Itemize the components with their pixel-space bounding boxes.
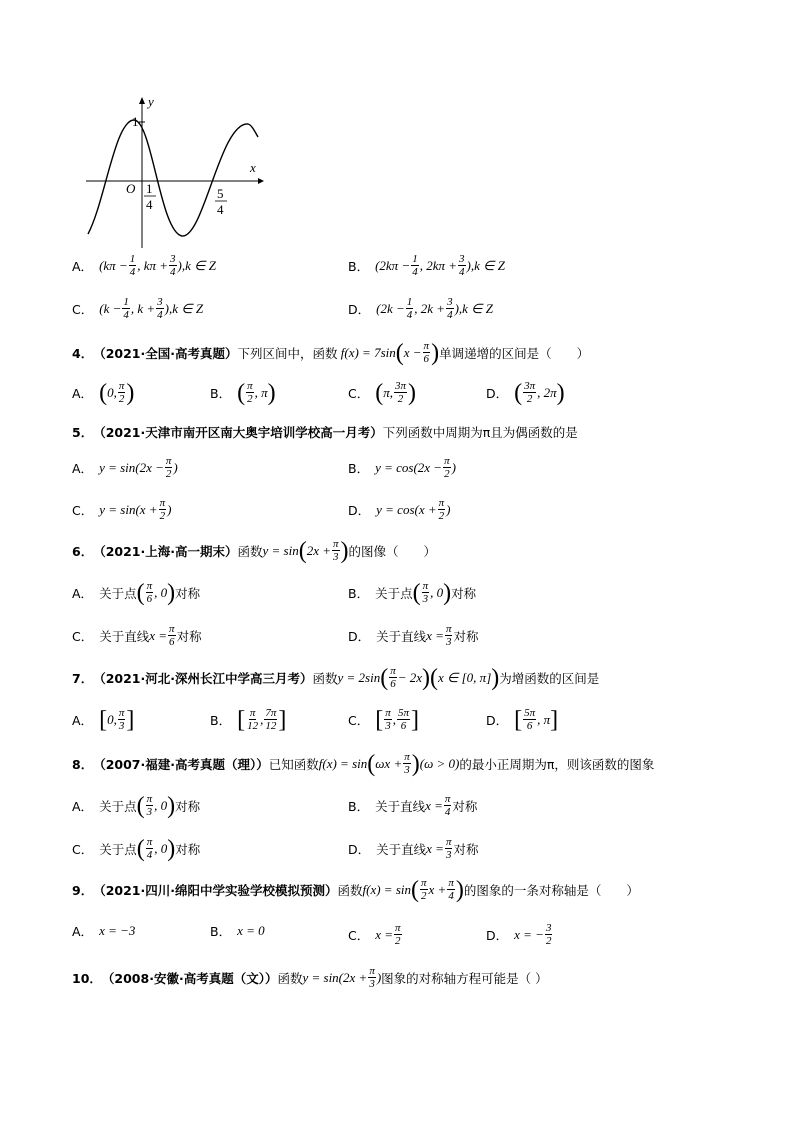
q5-option-b[interactable]: B． y = cos(2x − $\frac{\pi}{2}$ ) bbox=[348, 455, 456, 480]
q7-stem: 7． （2021·河北·深州长江中学高三月考） 函数 y = 2sin ( $\frac{\pi}{6}$ − 2x )( x ∈ [0, π] ) 为增函数的区间是 bbox=[72, 664, 600, 691]
q9-option-d[interactable]: D． x = − $\frac{3}{2}$ bbox=[486, 922, 552, 947]
q3-option-c[interactable]: C． (k − $\frac{1}{4}$ , k + $\frac{3}{4}$ ), k ∈ Z bbox=[72, 296, 204, 321]
q4-stem: 4． （2021·全国·高考真题） 下列区间中，函数 f(x) = 7sin ( x − $\frac{\pi}{6}$ ) 单调递增的区间是（ ） bbox=[72, 339, 590, 366]
q9-option-c[interactable]: C． x = $\frac{\pi}{2}$ bbox=[348, 922, 401, 947]
tick2-num: 5 bbox=[217, 186, 224, 201]
axis-y-label: y bbox=[148, 94, 154, 109]
origin-label: O bbox=[126, 181, 136, 196]
q5-option-d[interactable]: D． y = cos(x + $\frac{\pi}{2}$ ) bbox=[348, 497, 451, 522]
q6-option-a[interactable]: A． 关于点 ( $\frac{\pi}{6}$ , 0 ) 对称 bbox=[72, 579, 201, 606]
q7-option-c[interactable]: C． [ $\frac{\pi}{3}$ , $\frac{5\pi}{6}$ ] bbox=[348, 706, 420, 733]
q3-option-a[interactable]: A． (kπ − $\frac{1}{4}$ , kπ + $\frac{3}{4}$ ), k ∈ Z bbox=[72, 253, 216, 278]
q4-option-a[interactable]: A． ( 0, $\frac{\pi}{2}$ ) bbox=[72, 379, 135, 406]
q8-stem: 8． （2007·福建·高考真题（理）） 已知函数 f(x) = sin ( ωx + $\frac{\pi}{3}$ ) (ω > 0) 的最小正周期为π，则该函数的图象 bbox=[72, 750, 655, 777]
q5-option-a[interactable]: A． y = sin(2x − $\frac{\pi}{2}$ ) bbox=[72, 455, 178, 480]
q7-option-b[interactable]: B． [ $\frac{\pi}{12}$ , $\frac{7\pi}{12}$ ] bbox=[210, 706, 287, 733]
sine-graph bbox=[80, 92, 270, 252]
axis-x-label: x bbox=[250, 160, 256, 175]
q9-option-b[interactable]: B． x = 0 bbox=[210, 923, 265, 939]
q8-option-c[interactable]: C． 关于点 ( $\frac{\pi}{4}$ , 0 ) 对称 bbox=[72, 835, 201, 862]
q4-option-b[interactable]: B． ( $\frac{\pi}{2}$ , π ) bbox=[210, 379, 276, 406]
q8-option-b[interactable]: B． 关于直线 x = $\frac{\pi}{4}$ 对称 bbox=[348, 793, 478, 818]
q8-option-a[interactable]: A． 关于点 ( $\frac{\pi}{3}$ , 0 ) 对称 bbox=[72, 792, 201, 819]
q9-option-a[interactable]: A． x = −3 bbox=[72, 923, 136, 939]
q4-option-d[interactable]: D． ( $\frac{3\pi}{2}$ , 2π ) bbox=[486, 379, 565, 406]
tick1-den: 4 bbox=[146, 197, 153, 212]
q6-stem: 6． （2021·上海·高一期末） 函数 y = sin ( 2x + $\frac{\pi}{3}$ ) 的图像（ ） bbox=[72, 537, 437, 564]
q9-stem: 9． （2021·四川·绵阳中学实验学校模拟预测） 函数 f(x) = sin ( $\frac{\pi}{2}$ x + $\frac{\pi}{4}$ ) 的图象的一条对称轴是（ ） bbox=[72, 876, 639, 903]
q6-option-d[interactable]: D． 关于直线 x = $\frac{\pi}{3}$ 对称 bbox=[348, 623, 479, 648]
q6-option-b[interactable]: B． 关于点 ( $\frac{\pi}{3}$ , 0 ) 对称 bbox=[348, 579, 477, 606]
q10-stem: 10． （2008·安徽·高考真题（文）） 函数 y = sin(2x + $\frac{\pi}{3}$ ) 图象的对称轴方程可能是（ ） bbox=[72, 965, 548, 990]
q5-option-c[interactable]: C． y = sin(x + $\frac{\pi}{2}$ ) bbox=[72, 497, 172, 522]
q4-option-c[interactable]: C． ( π, $\frac{3\pi}{2}$ ) bbox=[348, 379, 417, 406]
q3-option-b[interactable]: B． (2kπ − $\frac{1}{4}$ , 2kπ + $\frac{3}{4}$ ), k ∈ Z bbox=[348, 253, 505, 278]
q6-option-c[interactable]: C． 关于直线 x = $\frac{\pi}{6}$ 对称 bbox=[72, 623, 202, 648]
q3-option-d[interactable]: D． (2k − $\frac{1}{4}$ , 2k + $\frac{3}{4}$ ), k ∈ Z bbox=[348, 296, 493, 321]
q7-option-d[interactable]: D． [ $\frac{5\pi}{6}$ , π ] bbox=[486, 706, 559, 733]
q7-option-a[interactable]: A． [ 0, $\frac{\pi}{3}$ ] bbox=[72, 706, 135, 733]
q8-option-d[interactable]: D． 关于直线 x = $\frac{\pi}{3}$ 对称 bbox=[348, 836, 479, 861]
q5-stem: 5． （2021·天津市南开区南大奥宇培训学校高一月考） 下列函数中周期为π且为偶函数的是 bbox=[72, 425, 578, 440]
tick2-den: 4 bbox=[217, 202, 224, 217]
y-one-label: 1 bbox=[132, 114, 139, 129]
tick1-num: 1 bbox=[146, 181, 153, 196]
